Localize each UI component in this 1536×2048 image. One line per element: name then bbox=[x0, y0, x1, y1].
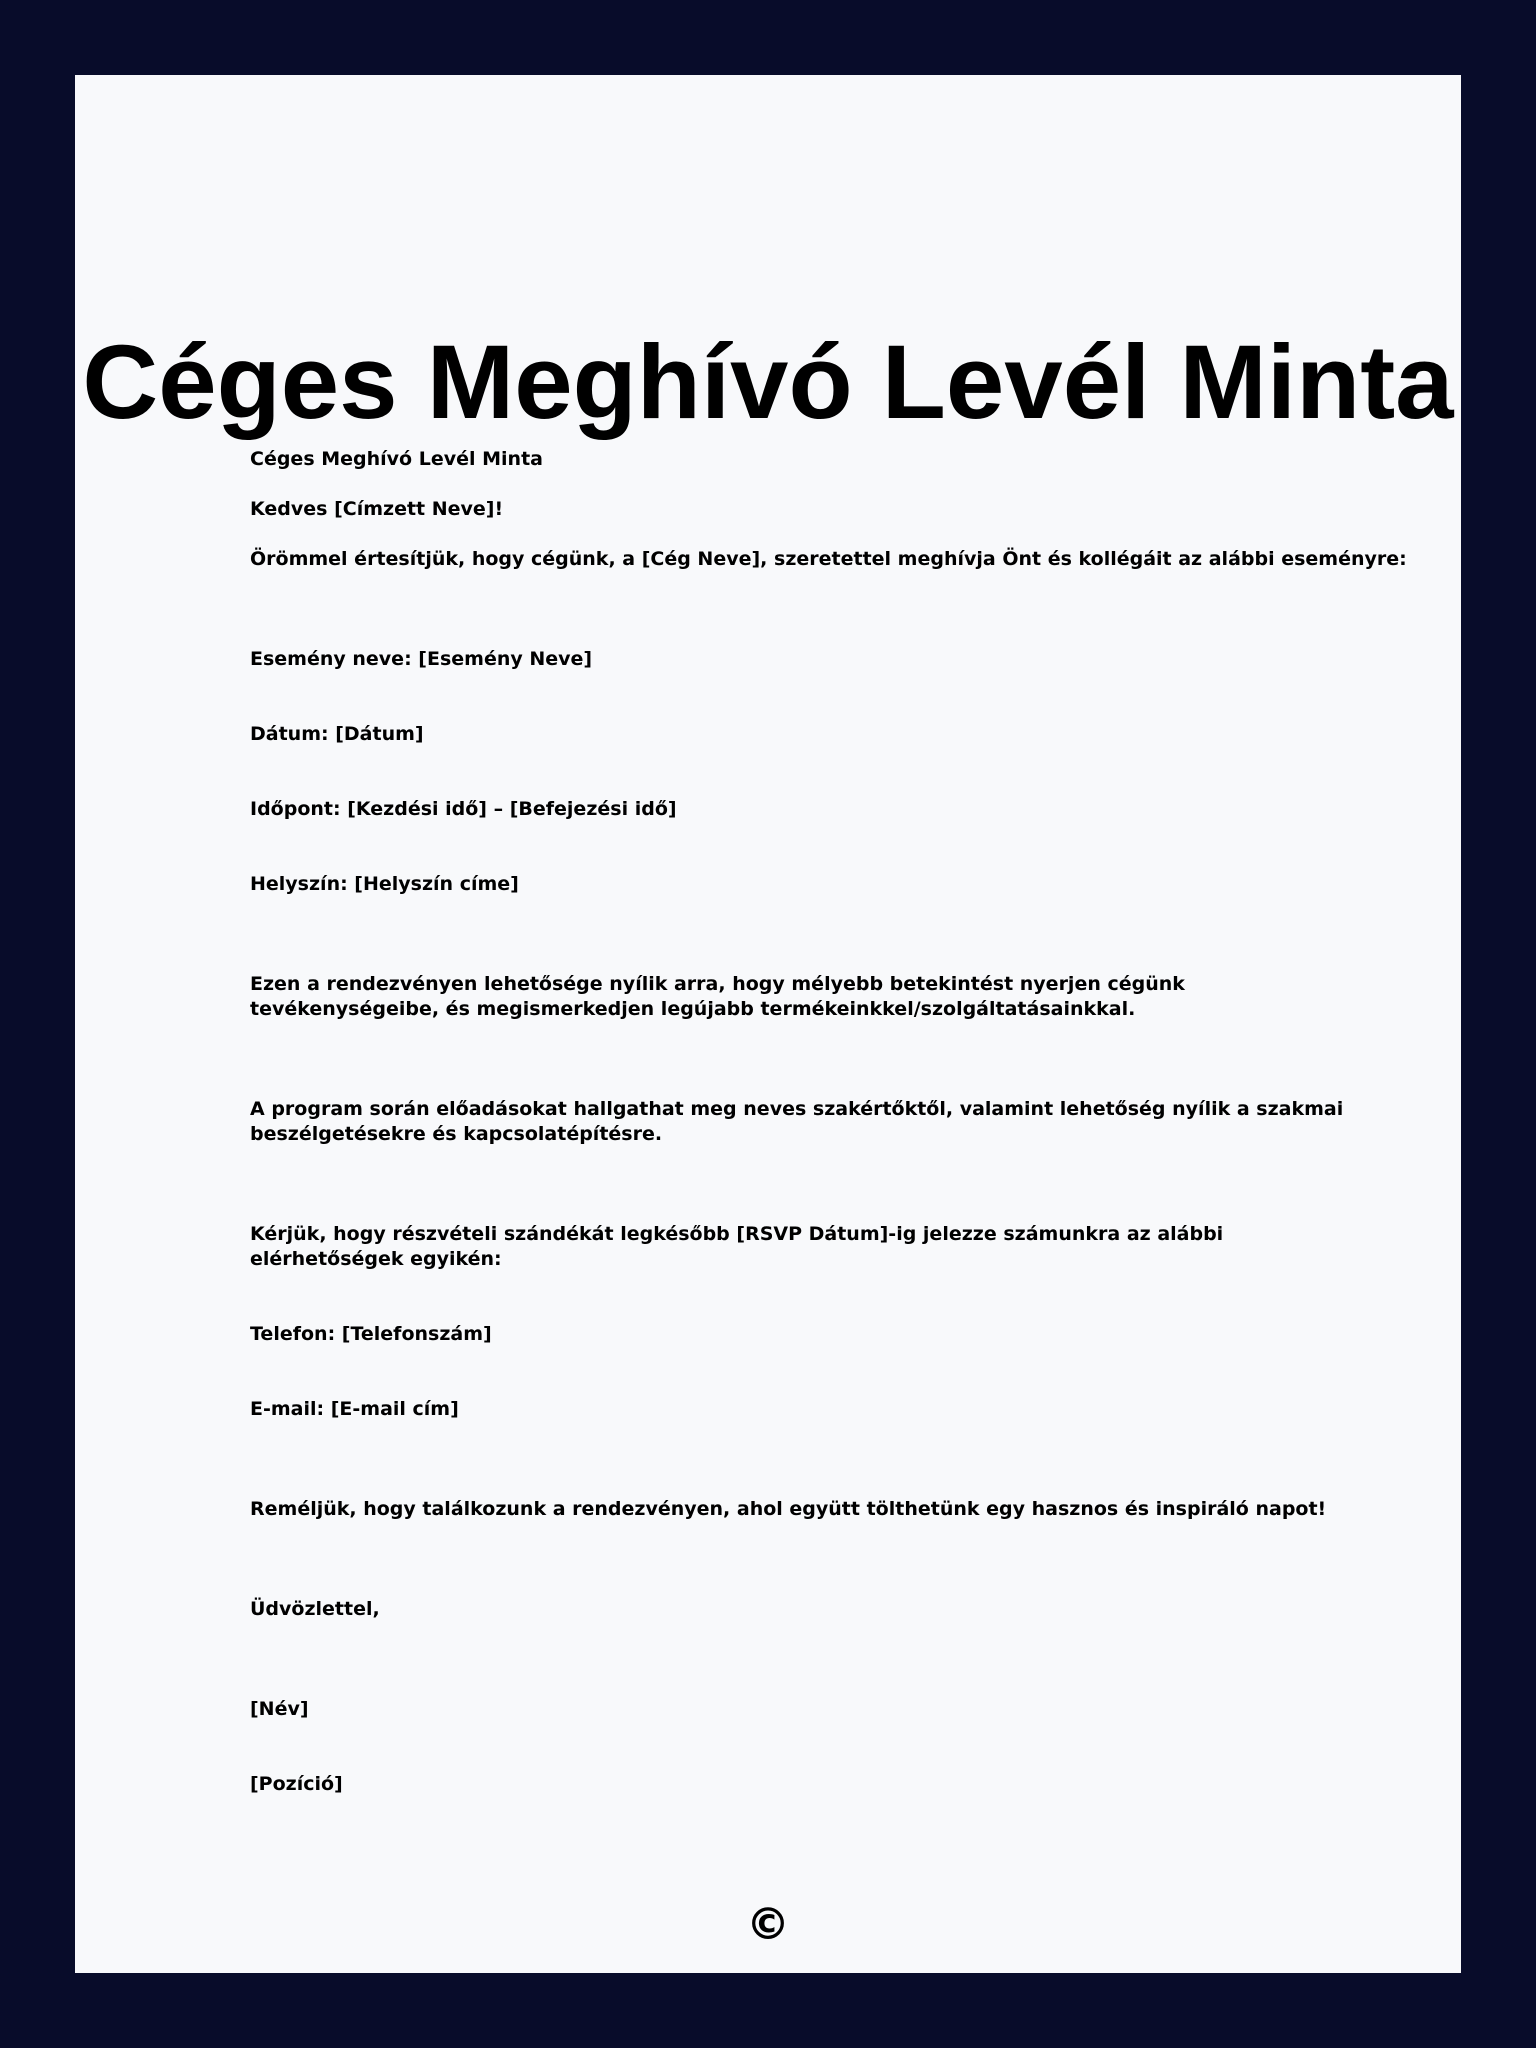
copyright-icon: © bbox=[746, 1899, 790, 1950]
document-page bbox=[75, 75, 1461, 1973]
paragraph-insight: Ezen a rendezvényen lehetősége nyílik arra, hogy mélyebb betekintést nyerjen cégünk tevékenységeibe, és megismerkedjen legújabb termékeinkkel/szolgáltatásainkkal. bbox=[250, 973, 1185, 1020]
event-date: Dátum: [Dátum] bbox=[250, 723, 424, 745]
greeting: Kedves [Címzett Neve]! bbox=[250, 498, 504, 520]
paragraph-program: A program során előadásokat hallgathat meg neves szakértőktől, valamint lehetőség nyílik a szakmai beszélgetésekre és kapcsolatépítésre. bbox=[250, 1098, 1344, 1145]
regards: Üdvözlettel, bbox=[250, 1598, 380, 1620]
event-time: Időpont: [Kezdési idő] – [Befejezési idő] bbox=[250, 798, 677, 820]
signer-name: [Név] bbox=[250, 1698, 309, 1720]
contact-phone: Telefon: [Telefonszám] bbox=[250, 1323, 492, 1345]
event-name: Esemény neve: [Esemény Neve] bbox=[250, 648, 593, 670]
closing-wish: Reméljük, hogy találkozunk a rendezvényen, ahol együtt tölthetünk egy hasznos és inspiráló napot! bbox=[250, 1498, 1327, 1520]
intro-text: Örömmel értesítjük, hogy cégünk, a [Cég Neve], szeretettel meghívja Önt és kollégáit az alábbi eseményre: bbox=[250, 548, 1407, 570]
rsvp-text: Kérjük, hogy részvételi szándékát legkésőbb [RSVP Dátum]-ig jelezze számunkra az alábbi elérhetőségek egyikén: bbox=[250, 1223, 1224, 1270]
contact-email: E-mail: [E-mail cím] bbox=[250, 1398, 459, 1420]
page-title: Céges Meghívó Levél Minta bbox=[82, 324, 1454, 441]
signer-position: [Pozíció] bbox=[250, 1773, 343, 1795]
event-location: Helyszín: [Helyszín címe] bbox=[250, 873, 519, 895]
letter-heading: Céges Meghívó Levél Minta bbox=[250, 448, 543, 470]
